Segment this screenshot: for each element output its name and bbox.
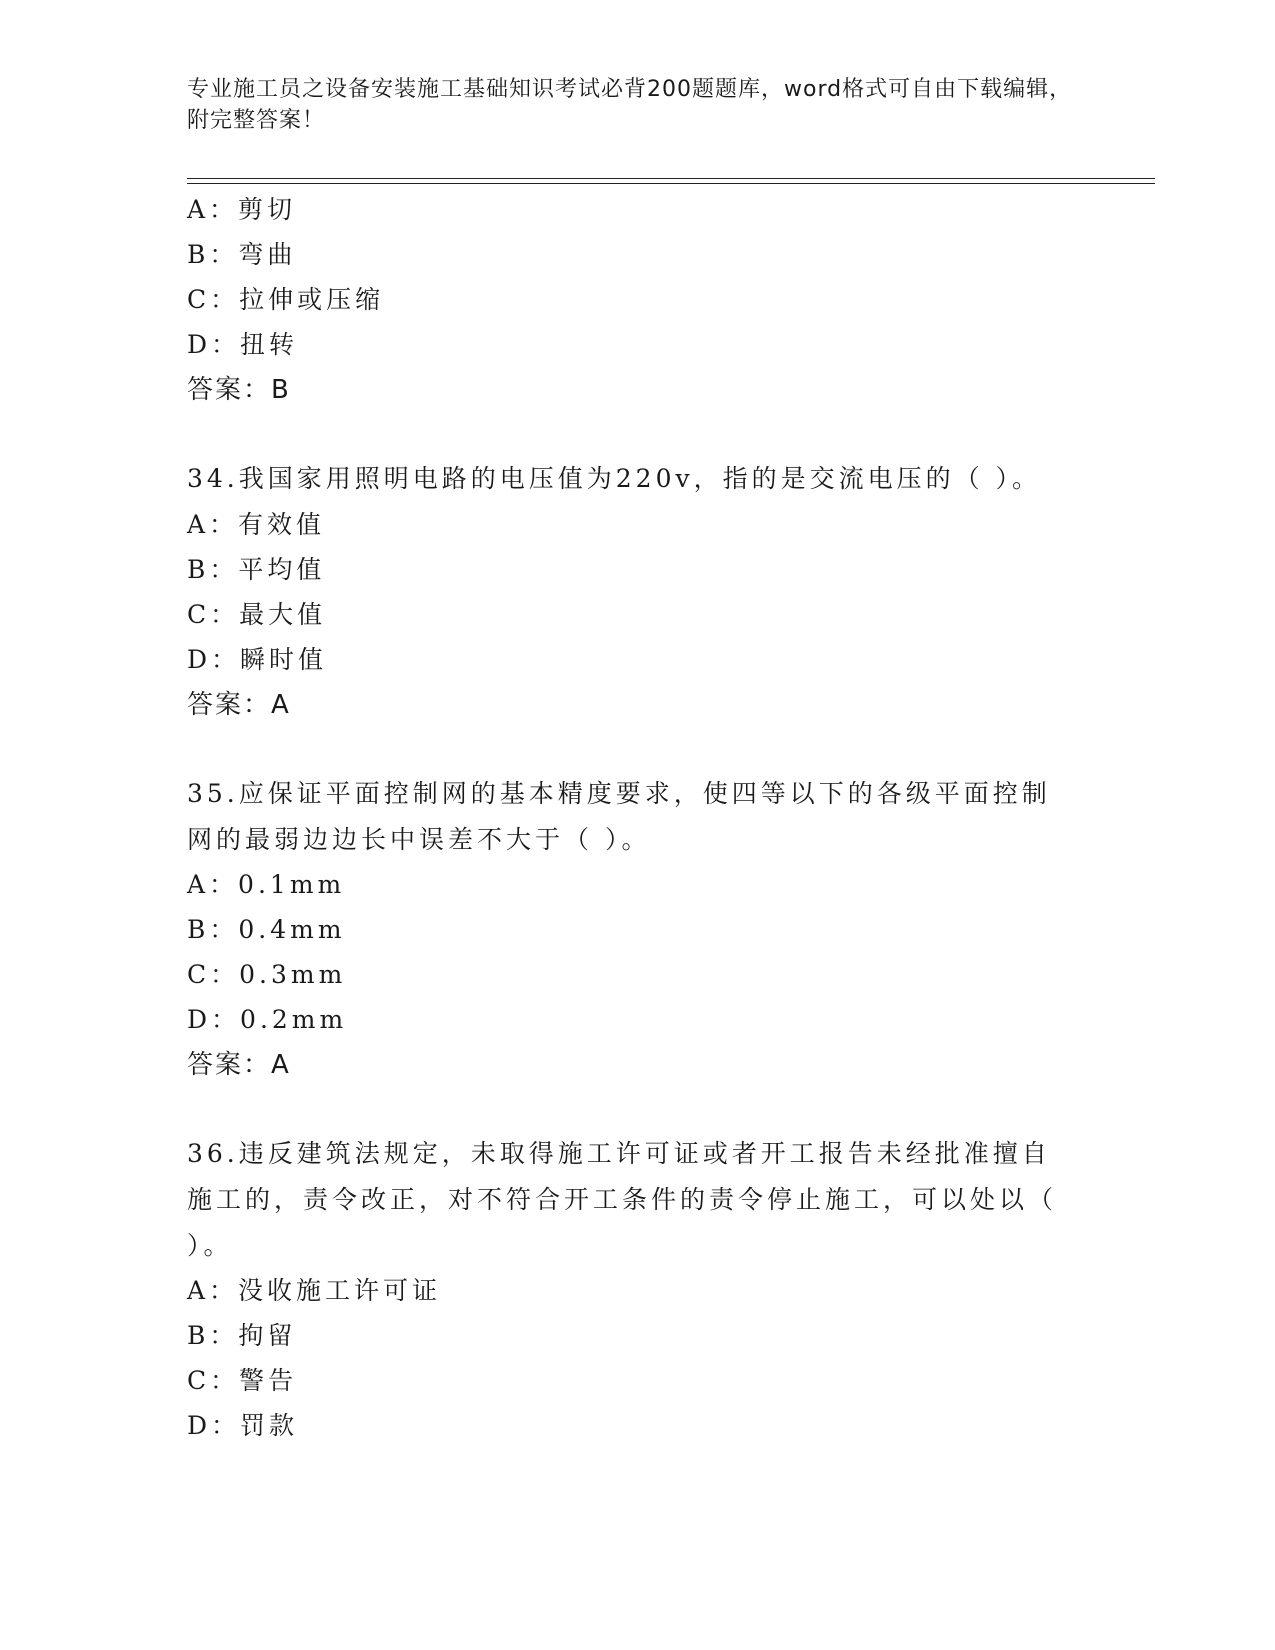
q36-question: 36.违反建筑法规定，未取得施工许可证或者开工报告未经批准擅自施工的，责令改正，对不符合开工条件的责令停止施工，可以处以（ ）。 [187, 1139, 1058, 1260]
q34-option-a: A：有效值 [187, 510, 326, 539]
q35-question: 35.应保证平面控制网的基本精度要求，使四等以下的各级平面控制网的最弱边边长中误差不大于（ ）。 [187, 779, 1051, 854]
header-divider [187, 178, 1155, 184]
q36-option-d: D：罚款 [187, 1411, 299, 1440]
page-header: 专业施工员之设备安装施工基础知识考试必背200题题库，word格式可自由下载编辑，附完整答案！ [187, 77, 1073, 133]
q36-option-b: B：拘留 [187, 1321, 297, 1350]
q36-option-a: A：没收施工许可证 [187, 1276, 442, 1305]
q34-question: 34.我国家用照明电路的电压值为220v，指的是交流电压的（ ）。 [187, 464, 1042, 493]
q34-option-c: C：最大值 [187, 600, 327, 629]
q35-answer: 答案：A [187, 1050, 291, 1080]
q33-option-b: B：弯曲 [187, 240, 297, 269]
q35-option-c: C：0.3mm [187, 960, 347, 989]
q33-option-c: C：拉伸或压缩 [187, 285, 385, 314]
q35-option-b: B：0.4mm [187, 915, 346, 944]
q35-option-a: A：0.1mm [187, 870, 346, 899]
q34-option-b: B：平均值 [187, 555, 326, 584]
q33-option-d: D：扭转 [187, 330, 299, 359]
q36-option-c: C：警告 [187, 1366, 298, 1395]
q33-option-a: A：剪切 [187, 195, 297, 224]
q33-answer: 答案：B [187, 375, 291, 405]
q34-answer: 答案：A [187, 690, 291, 720]
q34-option-d: D：瞬时值 [187, 645, 328, 674]
q35-option-d: D：0.2mm [187, 1005, 348, 1034]
